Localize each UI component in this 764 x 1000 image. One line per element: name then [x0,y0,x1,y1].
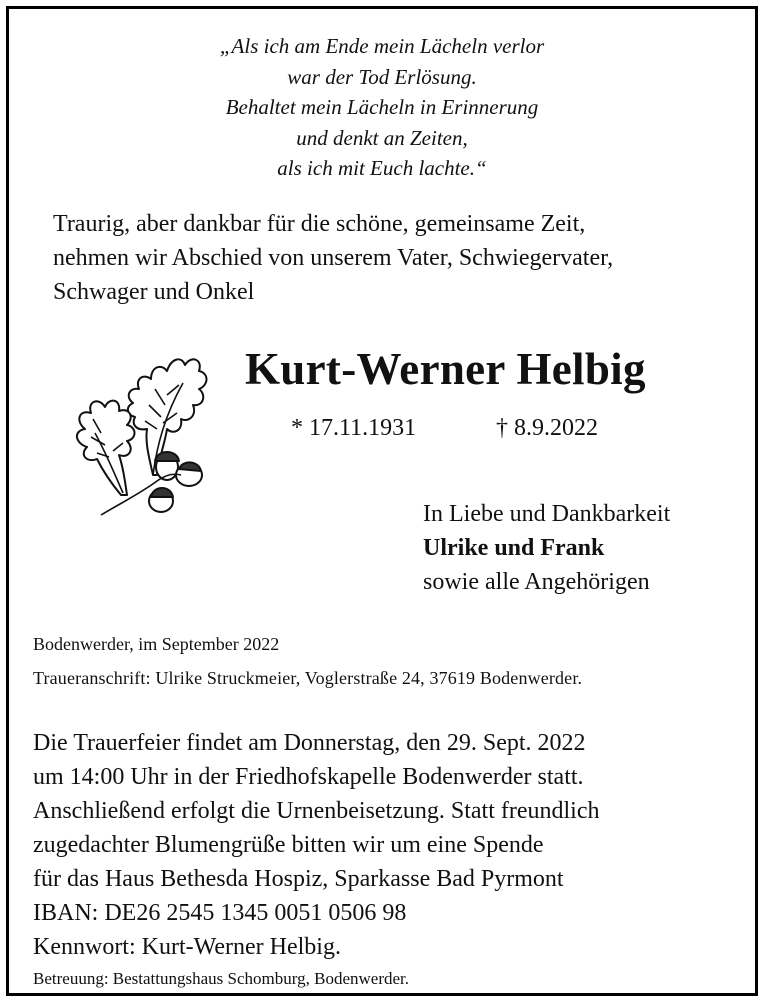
poem [9,31,755,184]
service-line: Anschließend erfolgt die Urnenbeisetzung. Statt freundlich [33,798,600,824]
mourners-signature [423,497,670,599]
poem-line: als ich mit Euch lachte.“ [277,156,487,180]
farewell-intro [53,207,753,309]
mourners-line: sowie alle Angehörigen [423,569,650,595]
poem-line: und denkt an Zeiten, [296,125,468,150]
mourners-names: Ulrike und Frank [423,535,605,561]
intro-line: Schwager und Onkel [53,279,255,305]
service-line: zugedachter Blumengrüße bitten wir um eine Spende [33,832,544,858]
service-line: Die Trauerfeier findet am Donnerstag, den 29. Sept. 2022 [33,730,586,756]
death-date: † 8.9.2022 [496,415,598,441]
oak-leaves-and-acorns-icon [61,325,211,520]
poem-line: „Als ich am Ende mein Lächeln verlor [219,34,545,58]
intro-line: Traurig, aber dankbar für die schöne, gemeinsame Zeit, [53,211,586,237]
mourning-address: Traueranschrift: Ulrike Struckmeier, Voglerstraße 24, 37619 Bodenwerder. [33,668,583,688]
intro-line: nehmen wir Abschied von unserem Vater, Schwiegervater, [53,245,614,271]
obituary-notice [6,6,758,996]
place-and-date: Bodenwerder, im September 2022 [33,634,280,654]
iban-line: IBAN: DE26 2545 1345 0051 0506 98 [33,900,407,926]
poem-line: Behaltet mein Lächeln in Erinnerung [225,95,539,119]
deceased-name: Kurt-Werner Helbig [245,344,646,394]
mourners-line: In Liebe und Dankbarkeit [423,501,671,527]
service-line: für das Haus Bethesda Hospiz, Sparkasse Bad Pyrmont [33,866,564,892]
service-line: um 14:00 Uhr in der Friedhofskapelle Bodenwerder statt. [33,764,584,790]
poem-line: war der Tod Erlösung. [287,64,477,89]
funeral-home-credit: Betreuung: Bestattungshaus Schomburg, Bodenwerder. [33,969,409,988]
keyword-line: Kennwort: Kurt-Werner Helbig. [33,934,341,960]
birth-date: * 17.11.1931 [291,415,417,441]
funeral-service-info [33,726,600,964]
